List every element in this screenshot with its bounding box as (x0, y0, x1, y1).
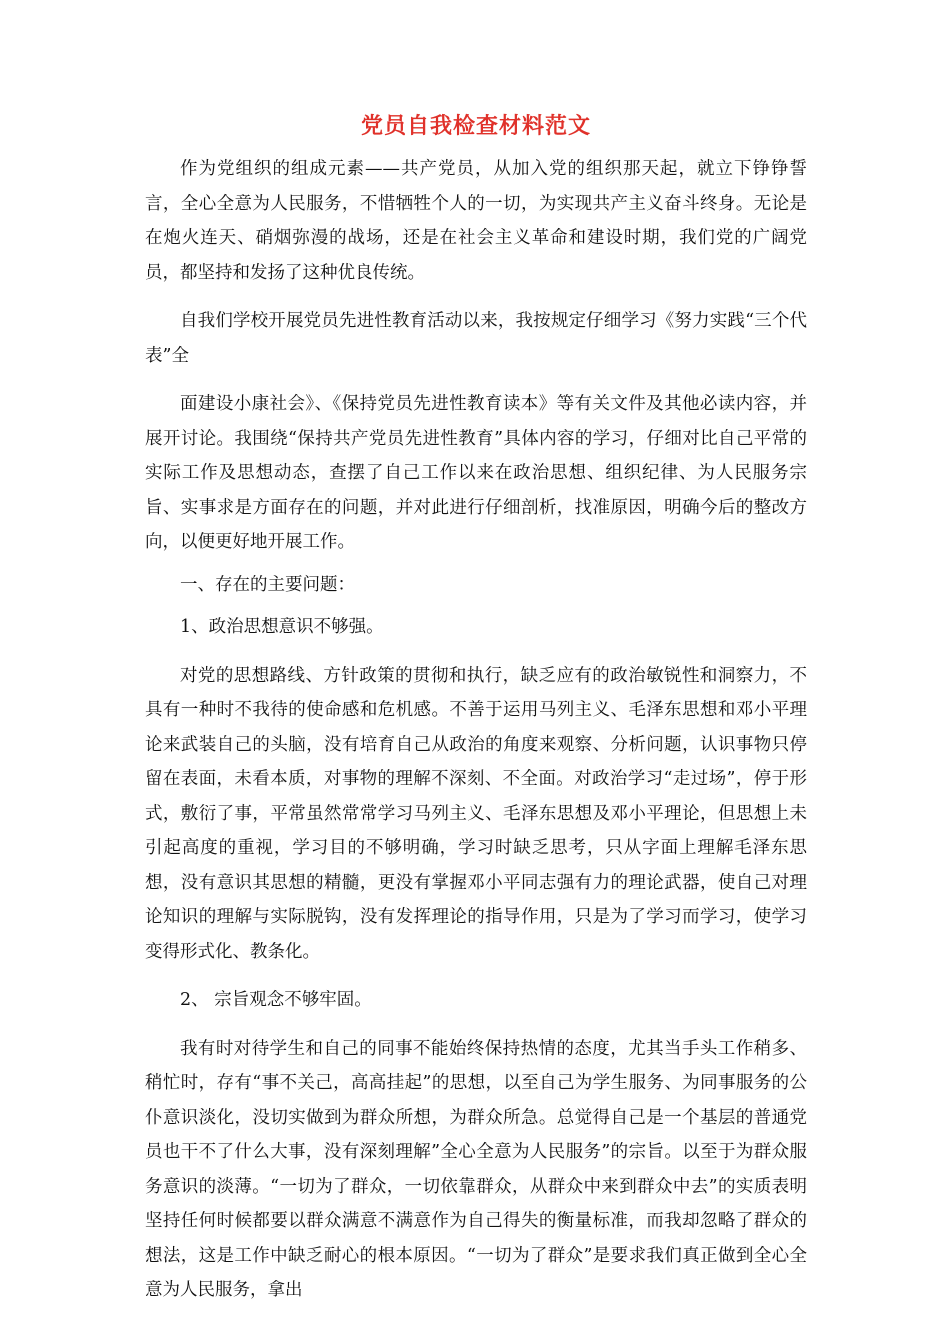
paragraph-study-2: 面建设小康社会》、《保持党员先进性教育读本》等有关文件及其他必读内容，并展开讨论。我围绕“保持共产党员先进性教育”具体内容的学习，仔细对比自己平常的实际工作及思想动态，查摆了自己工作以来在政治思想、组织纪律、为人民服务宗旨、实事求是方面存在的问题，并对此进行仔细剖析，找准原因，明确今后的整改方向，以便更好地开展工作。 (145, 394, 807, 552)
section-heading-problems: 一、存在的主要问题： (180, 574, 355, 595)
document-title: 党员自我检查材料范文 (360, 114, 591, 139)
subheading-purpose: 2、 宗旨观念不够牢固。 (180, 990, 372, 1010)
paragraph-purpose: 我有时对待学生和自己的同事不能始终保持热情的态度，尤其当手头工作稍多、稍忙时，存有“事不关己，高高挂起”的思想，以至自己为学生服务、为同事服务的公仆意识淡化，没切实做到为群众所想，为群众所急。总觉得自己是一个基层的普通党员也干不了什么大事，没有深刻理解”全心全意为人民服务”的宗旨。以至于为群众服务意识的淡薄。“一切为了群众，一切依靠群众，从群众中来到群众中去”的实质表明坚持任何时候都要以群众满意不满意作为自己得失的衡量标准，而我却忽略了群众的想法，这是工作中缺乏耐心的根本原因。“一切为了群众”是要求我们真正做到全心全意为人民服务，拿出 (145, 1038, 807, 1300)
paragraph-political: 对党的思想路线、方针政策的贯彻和执行，缺乏应有的政治敏锐性和洞察力，不具有一种时不我待的使命感和危机感。不善于运用马列主义、毛泽东思想和邓小平理论来武装自己的头脑，没有培育自己从政治的角度来观察、分析问题，认识事物只停留在表面，未看本质，对事物的理解不深刻、不全面。对政治学习“走过场”，停于形式，敷衍了事，平常虽然常常学习马列主义、毛泽东思想及邓小平理论，但思想上未引起高度的重视，学习目的不够明确，学习时缺乏思考，只从字面上理解毛泽东思想，没有意识其思想的精髓，更没有掌握邓小平同志强有力的理论武器，使自己对理论知识的理解与实际脱钩，没有发挥理论的指导作用，只是为了学习而学习，使学习变得形式化、教条化。 (145, 665, 807, 962)
document-page (145, 112, 807, 1308)
paragraph-study-1: 自我们学校开展党员先进性教育活动以来，我按规定仔细学习《努力实践“三个代表”全 (145, 311, 807, 366)
paragraph-intro: 作为党组织的组成元素——共产党员，从加入党的组织那天起，就立下铮铮誓言，全心全意为人民服务，不惜牺牲个人的一切，为实现共产主义奋斗终身。无论是在炮火连天、硝烟弥漫的战场，还是在社会主义革命和建设时期，我们党的广阔党员，都坚持和发扬了这种优良传统。 (145, 159, 807, 283)
subheading-political: 1、政治思想意识不够强。 (180, 617, 384, 637)
